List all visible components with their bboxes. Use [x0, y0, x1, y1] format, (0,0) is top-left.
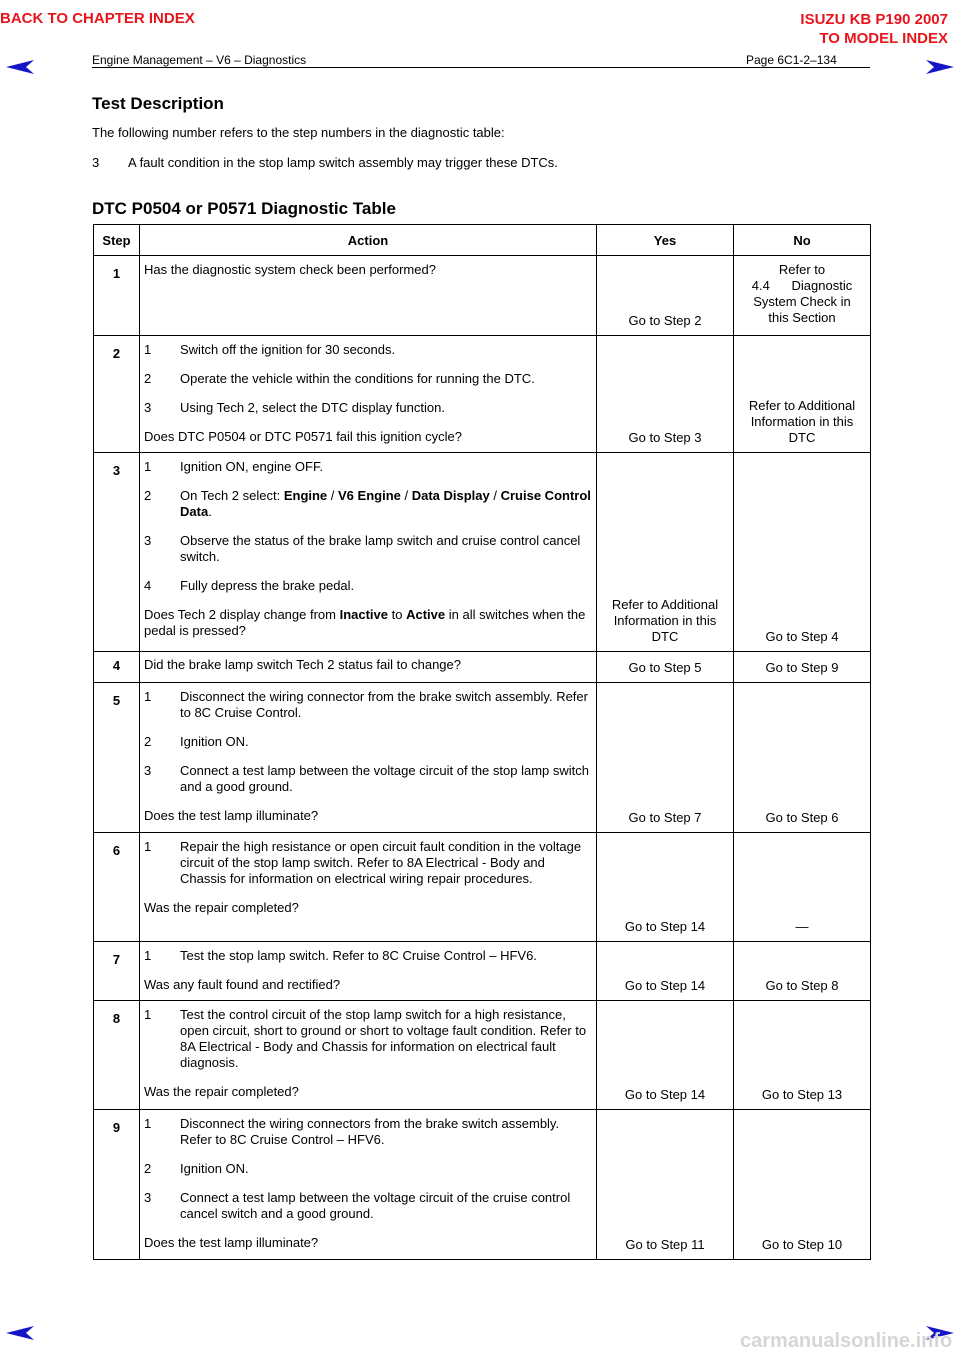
yes-result-line: Refer to Additional — [611, 597, 719, 612]
watermark: carmanualsonline.info — [740, 1330, 953, 1352]
step-number: 4 — [94, 652, 140, 683]
no-result-line: Refer to Additional — [748, 398, 856, 413]
item-number: 3 — [144, 763, 152, 778]
note-text: A fault condition in the stop lamp switch assembly may trigger these DTCs. — [128, 155, 558, 170]
no-result-line: this Section — [768, 310, 836, 325]
question-keyword: Active — [406, 607, 446, 622]
no-column-header: No — [734, 225, 871, 256]
test-description-intro: The following number refers to the step numbers in the diagnostic table: — [92, 125, 505, 140]
step-number: 1 — [94, 256, 140, 336]
step-action — [140, 1110, 597, 1260]
table-row — [94, 1001, 871, 1110]
menu-path-separator: / — [400, 488, 412, 503]
item-text: Test the stop lamp switch. Refer to 8C Cruise Control – HFV6. — [180, 948, 537, 963]
item-number: 1 — [144, 689, 152, 704]
no-result-line: DTC — [788, 430, 816, 445]
item-number: 1 — [144, 342, 152, 357]
test-description-heading: Test Description — [92, 94, 224, 113]
no-result: Go to Step 8 — [734, 942, 871, 1001]
step-action — [140, 453, 597, 652]
action-item — [144, 488, 592, 520]
step-column-header: Step — [94, 225, 140, 256]
header-page-number: Page 6C1-2–134 — [746, 53, 837, 67]
diagnostic-table-title: DTC P0504 or P0571 Diagnostic Table — [92, 199, 396, 218]
step-question: Does the test lamp illuminate? — [144, 808, 319, 823]
item-text: Disconnect the wiring connector from the brake switch assembly. Refer to 8C Cruise Control. — [180, 689, 588, 720]
menu-path-part: Cruise Control Data — [180, 488, 591, 519]
yes-result-line: DTC — [651, 629, 679, 644]
step-question — [144, 607, 592, 639]
action-item — [144, 533, 592, 565]
item-text: Switch off the ignition for 30 seconds. — [180, 342, 396, 357]
no-result: Go to Step 6 — [734, 683, 871, 833]
table-row — [94, 1110, 871, 1260]
no-result-line: Refer to — [778, 262, 826, 277]
no-result — [734, 336, 871, 453]
item-text: Connect a test lamp between the voltage circuit of the stop lamp switch and a good ground. — [180, 763, 589, 794]
header-section-title: Engine Management – V6 – Diagnostics — [92, 53, 307, 67]
item-number: 2 — [144, 1161, 152, 1176]
step-number: 3 — [94, 453, 140, 652]
step-number: 5 — [94, 683, 140, 833]
no-result-line: Information in this — [750, 414, 854, 429]
item-text: Operate the vehicle within the conditions for running the DTC. — [180, 371, 535, 386]
yes-result: Go to Step 14 — [597, 833, 734, 942]
action-item — [144, 1161, 592, 1177]
no-result: Go to Step 9 — [734, 652, 871, 683]
step-number: 6 — [94, 833, 140, 942]
action-item — [144, 763, 592, 795]
menu-path-part: V6 Engine — [338, 488, 401, 503]
header-divider — [92, 67, 870, 68]
yes-result: Go to Step 7 — [597, 683, 734, 833]
item-number: 2 — [144, 488, 152, 503]
step-question: Does the test lamp illuminate? — [144, 1235, 319, 1250]
item-number: 1 — [144, 459, 152, 474]
note-step-number: 3 — [92, 155, 100, 170]
arrow-left-icon[interactable] — [6, 1326, 36, 1340]
item-text: Test the control circuit of the stop lamp switch for a high resistance, open circuit, short to ground or short to voltage fault condition. Refer to 8A Electrical - Body and Chassis for information on electrical fault diagnosis. — [180, 1007, 587, 1070]
no-result-line: 4.4 Diagnostic — [751, 278, 853, 293]
item-text — [180, 488, 592, 520]
yes-result: Go to Step 14 — [597, 942, 734, 1001]
item-number: 3 — [144, 533, 152, 548]
table-row — [94, 453, 871, 652]
question-part: Does Tech 2 display change from — [144, 607, 340, 622]
no-result: Go to Step 4 — [734, 453, 871, 652]
action-column-header: Action — [140, 225, 597, 256]
step-number: 7 — [94, 942, 140, 1001]
item-number: 1 — [144, 948, 152, 963]
action-item — [144, 689, 592, 721]
item-number: 1 — [144, 1007, 152, 1022]
item-text: Ignition ON. — [180, 734, 249, 749]
item-text: Observe the status of the brake lamp switch and cruise control cancel switch. — [180, 533, 581, 564]
step-action — [140, 942, 597, 1001]
step-action — [140, 683, 597, 833]
item-number: 2 — [144, 371, 152, 386]
action-item — [144, 400, 592, 416]
item-text: Repair the high resistance or open circuit fault condition in the voltage circuit of the stop lamp switch. Refer to 8A Electrical - Body and Chassis for information on electrical wiring repair procedures. — [180, 839, 582, 886]
action-item — [144, 734, 592, 750]
yes-result: Go to Step 3 — [597, 336, 734, 453]
action-item — [144, 578, 592, 594]
step-number: 2 — [94, 336, 140, 453]
no-result — [734, 256, 871, 336]
step-number: 9 — [94, 1110, 140, 1260]
table-row — [94, 652, 871, 683]
item-text-part: On Tech 2 select: — [180, 488, 284, 503]
step-question: Was any fault found and rectified? — [144, 977, 341, 992]
item-text: Connect a test lamp between the voltage circuit of the cruise control cancel switch and a good ground. — [180, 1190, 571, 1221]
item-number: 1 — [144, 839, 152, 854]
action-item — [144, 1007, 592, 1071]
menu-path-part: Engine — [283, 488, 328, 503]
item-text: Using Tech 2, select the DTC display function. — [180, 400, 445, 415]
step-question: Was the repair completed? — [144, 900, 299, 915]
action-item — [144, 1190, 592, 1222]
item-number: 1 — [144, 1116, 152, 1131]
yes-result: Go to Step 5 — [597, 652, 734, 683]
step-question: Was the repair completed? — [144, 1084, 299, 1099]
table-header-row — [94, 225, 871, 256]
item-number: 4 — [144, 578, 152, 593]
yes-result: Go to Step 2 — [597, 256, 734, 336]
item-number: 3 — [144, 400, 152, 415]
yes-result: Go to Step 14 — [597, 1001, 734, 1110]
table-row — [94, 256, 871, 336]
table-row — [94, 683, 871, 833]
to-model-index-link[interactable]: TO MODEL INDEX — [819, 30, 948, 47]
question-part: in all switches when the pedal is pressed? — [144, 607, 586, 638]
model-title: ISUZU KB P190 2007 — [800, 11, 948, 28]
step-question: Did the brake lamp switch Tech 2 status fail to change? — [144, 657, 461, 672]
item-number: 2 — [144, 734, 152, 749]
no-result-line: System Check in — [753, 294, 851, 309]
menu-path-separator: / — [489, 488, 501, 503]
no-result: Go to Step 10 — [734, 1110, 871, 1260]
arrow-right-icon[interactable] — [924, 60, 954, 74]
yes-result-line: Information in this — [613, 613, 717, 628]
step-action — [140, 256, 597, 336]
menu-path-part: Data Display — [411, 488, 490, 503]
yes-column-header: Yes — [597, 225, 734, 256]
step-action — [140, 652, 597, 683]
action-item — [144, 459, 592, 475]
action-item — [144, 342, 592, 358]
menu-path-separator: / — [327, 488, 339, 503]
step-number: 8 — [94, 1001, 140, 1110]
action-item — [144, 839, 592, 887]
action-item — [144, 371, 592, 387]
item-text: Ignition ON. — [180, 1161, 249, 1176]
item-text: Disconnect the wiring connectors from the brake switch assembly. Refer to 8C Cruise Control – HFV6. — [180, 1116, 560, 1147]
item-text: Fully depress the brake pedal. — [180, 578, 355, 593]
no-result: Go to Step 13 — [734, 1001, 871, 1110]
back-to-chapter-index-link[interactable]: BACK TO CHAPTER INDEX — [0, 10, 195, 27]
yes-result — [597, 453, 734, 652]
item-number: 3 — [144, 1190, 152, 1205]
table-row — [94, 833, 871, 942]
step-action — [140, 336, 597, 453]
step-question: Does DTC P0504 or DTC P0571 fail this ignition cycle? — [144, 429, 462, 444]
question-keyword: Inactive — [339, 607, 389, 622]
arrow-left-icon[interactable] — [6, 60, 36, 74]
diagnostic-table — [93, 224, 871, 1260]
item-text-part: . — [208, 504, 212, 519]
step-action — [140, 1001, 597, 1110]
step-action — [140, 833, 597, 942]
yes-result: Go to Step 11 — [597, 1110, 734, 1260]
step-question: Has the diagnostic system check been performed? — [144, 262, 436, 277]
table-row — [94, 336, 871, 453]
question-part: to — [388, 607, 407, 622]
no-result: — — [734, 833, 871, 942]
item-text: Ignition ON, engine OFF. — [180, 459, 324, 474]
action-item — [144, 1116, 592, 1148]
model-index-link[interactable] — [800, 10, 948, 48]
table-row — [94, 942, 871, 1001]
action-item — [144, 948, 592, 964]
